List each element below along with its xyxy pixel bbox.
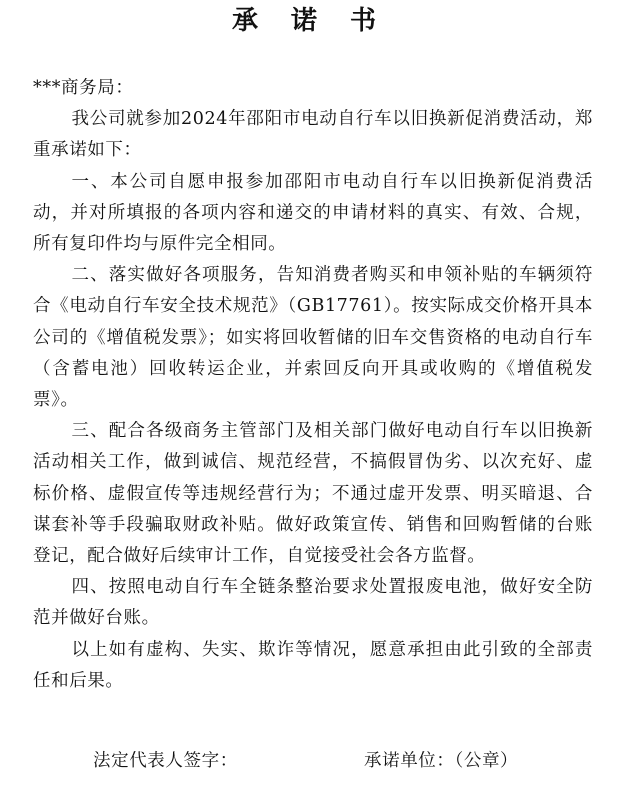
paragraph-intro: 我公司就参加2024年邵阳市电动自行车以旧换新促消费活动，郑重承诺如下： — [33, 109, 593, 161]
signature-row — [0, 747, 620, 777]
addressee: ***商务局： — [33, 78, 134, 98]
document-title: 承 诺 书 — [231, 6, 389, 36]
document-body — [33, 73, 593, 697]
paragraph-item-2: 二、落实做好各项服务，告知消费者购买和申领补贴的车辆须符合《电动自行车安全技术规范》（GB17761）。按实际成交价格开具本公司的《增值税发票》；如实将回收暂储的旧车交售资格的电动自行车（含蓄电池）回收转运企业，并索回反向开具或收购的《增值税发票》。 — [33, 265, 593, 411]
paragraph-item-4: 四、按照电动自行车全链条整治要求处置报废电池，做好安全防范并做好台账。 — [33, 577, 593, 629]
representative-signature-label: 法定代表人签字： — [93, 751, 238, 771]
paragraph-closing: 以上如有虚构、失实、欺诈等情况，愿意承担由此引致的全部责任和后果。 — [33, 639, 593, 691]
paragraph-item-3: 三、配合各级商务主管部门及相关部门做好电动自行车以旧换新活动相关工作，做到诚信、规范经营，不搞假冒伪劣、以次充好、虚标价格、虚假宣传等违规经营行为；不通过虚开发票、明买暗退、合谋套补等手段骗取财政补贴。做好政策宣传、销售和回购暂储的台账登记，配合做好后续审计工作，自觉接受社会各方监督。 — [33, 421, 593, 567]
paragraph-item-1: 一、本公司自愿申报参加邵阳市电动自行车以旧换新促消费活动，并对所填报的各项内容和递交的申请材料的真实、有效、合规，所有复印件均与原件完全相同。 — [33, 171, 593, 255]
committing-unit-label: 承诺单位：（公章） — [364, 751, 519, 771]
